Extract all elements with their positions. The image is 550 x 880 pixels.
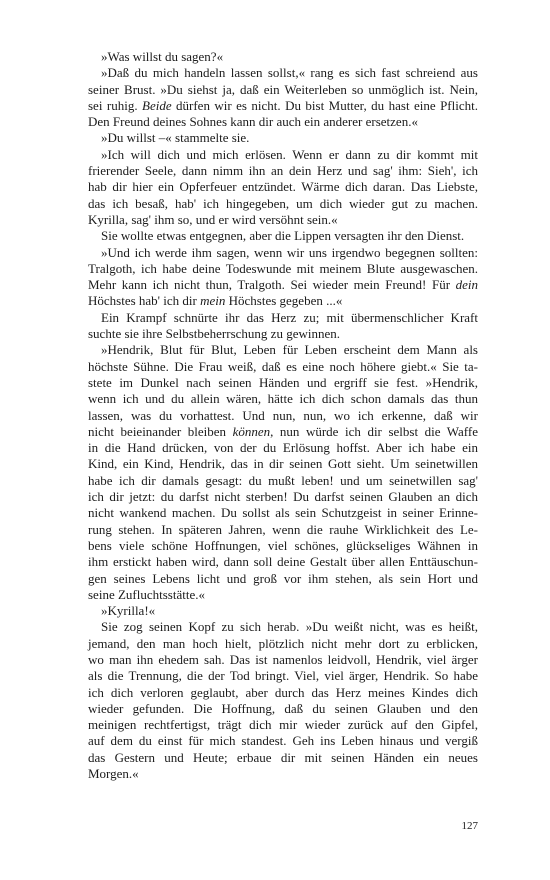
page-body [88,49,478,782]
paragraph [88,228,478,244]
paragraph [88,245,478,310]
text-line: in die Hand drücken, von der du Erlösung hoffst. Aber ich habe ein [88,440,478,456]
paragraph [88,147,478,228]
text-line: als die Trennung, die der Tod bringt. Viel, viel ärger, Hendrik. So habe [88,668,478,684]
text-line: »Hendrik, Blut für Blut, Leben für Leben erscheint dem Mann als [101,342,478,358]
emphasis-text: Beide [142,97,172,113]
text-line: wo man ihn ehedem sah. Das ist namenlos leidvoll, Hendrik, viel ärger [88,651,478,667]
text-line: Den Freund deines Sohnes kann dir auch ein anderer ersetzen.« [88,114,418,130]
text-line: gen seines Lebens licht und groß vor ihm stehen, als sein Hort und [88,570,478,586]
text-line [88,293,478,309]
text-line: Morgen.« [88,766,139,782]
text-line: »Daß du mich handeln lassen sollst,« rang es sich fast schreiend aus [101,65,478,81]
text-line: das Gestern und Heute; erbaue dir mit seinen Händen ein neues [88,749,478,765]
text-line: Sie zog seinen Kopf zu sich herab. »Du weißt nicht, was es heißt, [101,619,478,635]
text-line: »Was willst du sagen?« [101,49,224,64]
text-line: Kyrilla, sag' ihm so, und er wird versöhnt sein.« [88,211,338,227]
text-line: Sie wollte etwas entgegnen, aber die Lippen versagten ihr den Dienst. [101,228,465,244]
text-segment: , nun würde ich dir selbst die Waffe [270,423,479,439]
text-line: bens viele schöne Hoffnungen, viel schönes, glückseliges Wähnen in [88,537,478,553]
text-line: Kind, ein Kind, Hendrik, das in dir seinen Gott sieht. Um seinetwillen [88,456,478,472]
text-segment: dürfen wir es nicht. Du bist Mutter, du hast eine Pflicht. [171,97,478,113]
text-line [88,424,478,440]
text-line: ihm erstickt haben wird, dann soll deine Gestalt über allen Enttäuschun- [88,554,478,570]
text-line: Tralgoth, ich habe deine Todeswunde mit meinem Blute ausgewaschen. [88,260,478,276]
text-line: ich dir jetzt: du darfst nicht sterben! Du darfst seinen Glauben an dich [88,489,478,505]
emphasis-text: mein [200,293,226,309]
text-line [88,277,478,293]
text-line: meinigen rechtfertigst, trägt dich mir wieder zurück auf den Gipfel, [88,717,478,733]
text-line: höchste Sühne. Die Frau weiß, daß es eine noch höhere giebt.« Sie ta- [88,358,478,374]
paragraph [88,65,478,130]
text-line: »Und ich werde ihm sagen, wenn wir uns irgendwo begegnen sollten: [101,244,478,260]
paragraph [88,130,478,146]
paragraph [88,49,478,65]
text-line: nicht wankend machen. Du sollst als sein Schutzgeist in seiner Erinne- [88,505,478,521]
text-line: »Kyrilla!« [101,603,156,619]
text-line: hab dir hier ein Opferfeuer entzündet. Wärme dich daran. Das Liebste, [88,179,478,195]
text-line: wieder gefunden. Die Hoffnung, daß du seinen Glauben und den [88,700,478,716]
text-line: das ich besaß, hab' ich hingegeben, um dich wieder gut zu machen. [88,195,478,211]
page-number: 127 [461,820,478,832]
text-line: seine Zufluchtsstätte.« [88,586,205,602]
paragraph [88,603,478,619]
emphasis-text: können [232,423,271,439]
paragraph [88,619,478,782]
text-segment: nicht beieinander bleiben [88,423,233,439]
text-line: »Du willst –« stammelte sie. [101,130,250,146]
text-line: wenn ich und du allein wären, hätte ich dich schon damals das thun [88,391,478,407]
paragraph [88,342,478,603]
text-line: rung stehen. In späteren Jahren, wenn die rauhe Wirklichkeit des Le- [88,521,478,537]
text-segment: sei ruhig. [88,97,142,113]
text-line: ich dich verloren geglaubt, aber durch das Herz meines Kindes dich [88,684,478,700]
text-line [88,98,478,114]
text-line: stete im Dunkel nach seinen Händen und ergriff sie fest. »Hendrik, [88,374,478,390]
text-line: Ein Krampf schnürte ihr das Herz zu; mit übermenschlicher Kraft [101,309,478,325]
text-segment: Mehr kann ich nicht thun, Tralgoth. Sei wieder mein Freund! Für [88,277,456,293]
text-line: seiner Brust. »Du siehst ja, daß ein Weiterleben so unmöglich ist. Nein, [88,81,478,97]
text-line: auf dem du einst für mich standest. Geh ins Leben hinaus und vergiß [88,733,478,749]
paragraph [88,310,478,343]
emphasis-text: dein [455,277,478,293]
text-segment: Höchstes hab' ich dir [88,293,201,309]
text-line: suchte sie ihre Selbstbeherrschung zu gewinnen. [88,326,340,342]
text-line: frierender Seele, dann nimm ihn an dein Herz und sag' ihm: Sieh', ich [88,163,478,179]
text-line: jemand, den man hoch hielt, plötzlich nicht mehr dort zu erblicken, [88,635,478,651]
text-segment: Höchstes gegeben ...« [225,293,343,309]
text-line: habe ich dir damals gesagt: du mußt leben! und um seinetwillen sag' [88,472,478,488]
text-line: lassen, was du vorhattest. Und nun, nun, wo ich erkenne, daß wir [88,407,478,423]
text-line: »Ich will dich und mich erlösen. Wenn er dann zu dir kommt mit [101,146,478,162]
